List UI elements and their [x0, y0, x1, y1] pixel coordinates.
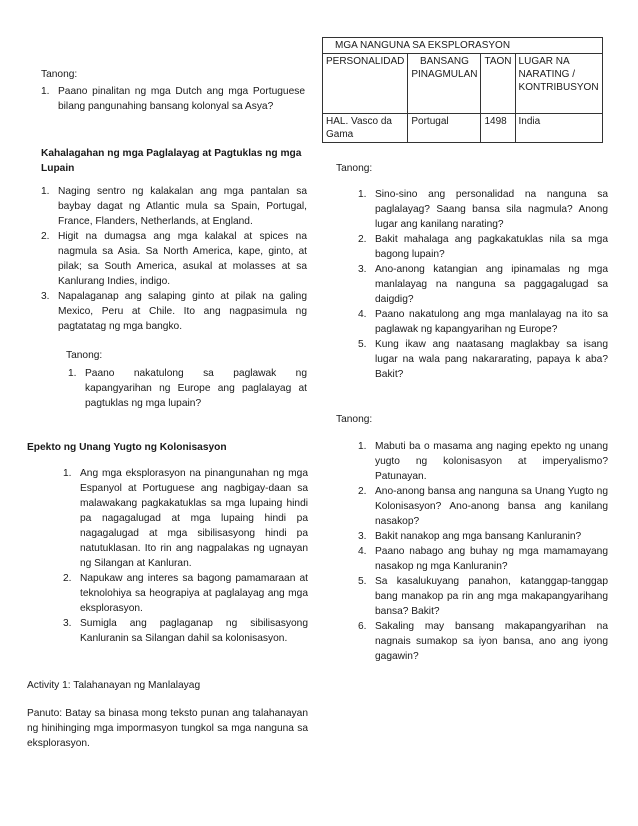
table-header-cell: PERSONALIDAD: [323, 54, 408, 114]
list-item: 1. Mabuti ba o masama ang naging epekto ng unang yugto ng kolonisasyon at imperyalismo? Patunayan.: [358, 441, 608, 482]
list-item: 1. Paano nakatulong sa paglawak ng kapangyarihan ng Europe ang paglalayag at pagtuklas ng mga lupain?: [68, 368, 307, 409]
list-item: 1. Ang mga eksplorasyon na pinangunahan ng mga Espanyol at Portuguese ang nagbigay-daan sa malawakang pagkakatuklas sa mga lupaing hindi pa nagagalugad at mga lupaing hindi pa nagagalugad at mga sibilisasyong hindi pa natutuklasan. Ito rin ang nagpalakas ng ugnayan ng Silangan at Kanluran.: [63, 468, 308, 569]
table-cell: India: [515, 114, 602, 143]
table-header-cell: LUGAR NA NARATING / KONTRIBUSYON: [515, 54, 602, 114]
table-cell: 1498: [481, 114, 515, 143]
list-item: 2. Bakit mahalaga ang pagkakatuklas nila sa mga bagong lupain?: [358, 234, 608, 260]
table-title-row: [323, 38, 603, 54]
table-cell: HAL. Vasco da Gama: [323, 114, 408, 143]
list-item: 5. Sa kasalukuyang panahon, katanggap-tanggap bang manakop pa rin ang mga makapangyarihang bansa? Bakit?: [358, 576, 608, 617]
table-header-row: [323, 54, 603, 114]
list-item: 3. Ano-anong katangian ang ipinamalas ng mga manlalayag na nanguna sa paggagalugad sa daigdig?: [358, 264, 608, 305]
list-item: 3. Bakit nanakop ang mga bansang Kanluranin?: [358, 531, 582, 542]
section-heading-epekto: Epekto ng Unang Yugto ng Kolonisasyon: [27, 442, 227, 453]
activity-title: Activity 1: Talahanayan ng Manlalayag: [27, 680, 201, 691]
list-item: 5. Kung ikaw ang naatasang maglakbay sa isang lugar na wala pang nakararating, papaya k aba? Bakit?: [358, 339, 608, 380]
list-item: 1. Sino-sino ang personalidad na nanguna sa paglalayag? Saang bansa sila nagmula? Anong lugar ang kanilang narating?: [358, 189, 608, 230]
kahalagahan-list: [41, 184, 307, 334]
explorers-table: [322, 37, 603, 143]
table-header-cell: TAON: [481, 54, 515, 114]
list-item: 2. Ano-anong bansa ang nanguna sa Unang Yugto ng Kolonisasyon? Ano-anong bansa ang kanilang nasakop?: [358, 486, 608, 527]
list-item: 6. Sakaling may bansang makapangyarihan na nagnais sumakop sa iyon bansa, ano ang iyong gagawin?: [358, 621, 608, 662]
table-cell: Portugal: [408, 114, 481, 143]
list-item: 1. Naging sentro ng kalakalan ang mga pantalan sa baybay dagat ng Atlantic mula sa Spain, Portugal, France, Flanders, Netherlands, at England.: [41, 186, 307, 227]
section-heading-kahalagahan: Kahalagahan ng mga Paglalayag at Pagtuklas ng mga Lupain: [41, 148, 302, 174]
list-item: 4. Paano nakatulong ang mga manlalayag na ito sa paglawak ng kapangyarihan ng Europe?: [358, 309, 608, 335]
tanong-3-label: Tanong:: [336, 163, 373, 174]
tanong-1-list: [41, 84, 305, 114]
list-item: 3. Sumigla ang paglaganap ng sibilisasyong Kanluranin sa Silangan dahil sa kolonisasyon.: [63, 618, 308, 644]
list-item: 2. Napukaw ang interes sa bagong pamamaraan at teknolohiya sa heograpiya at paglalayag ang mga eksplorasyon.: [63, 573, 308, 614]
tanong-3-list: [358, 187, 608, 382]
tanong-2-label: Tanong:: [66, 350, 103, 361]
list-item: 3. Napalaganap ang salaping ginto at pilak na galing Mexico, Peru at Chile. Ito ang nagpasimula ng pagtatatag ng mga bangko.: [41, 291, 307, 332]
list-item: 4. Paano nabago ang buhay ng mga mamamayang nasakop ng mga Kanluranin?: [358, 546, 608, 572]
tanong-1-label: Tanong:: [41, 69, 78, 80]
activity-instructions: Panuto: Batay sa binasa mong teksto punan ang talahanayan ng hinihinging mga impormasyon tungkol sa mga nanguna sa eksplorasyon.: [27, 708, 308, 749]
epekto-list: [63, 466, 308, 646]
tanong-4-label: Tanong:: [336, 414, 373, 425]
tanong-2-list: [68, 366, 307, 411]
list-item: 2. Higit na dumagsa ang mga kalakal at spices na nagmula sa Asia. Sa North America, kape, ginto, at pilak; sa South America, asukal at molasses at sa Kanlurang Indies, indigo.: [41, 231, 307, 287]
tanong-4-list: [358, 439, 608, 664]
table-title: MGA NANGUNA SA EKSPLORASYON: [323, 38, 603, 54]
list-item: 1. Paano pinalitan ng mga Dutch ang mga Portuguese bilang pangunahing bansang kolonyal sa Asya?: [41, 86, 305, 112]
table-row: [323, 114, 603, 143]
table-header-cell: BANSANG PINAGMULAN: [408, 54, 481, 114]
